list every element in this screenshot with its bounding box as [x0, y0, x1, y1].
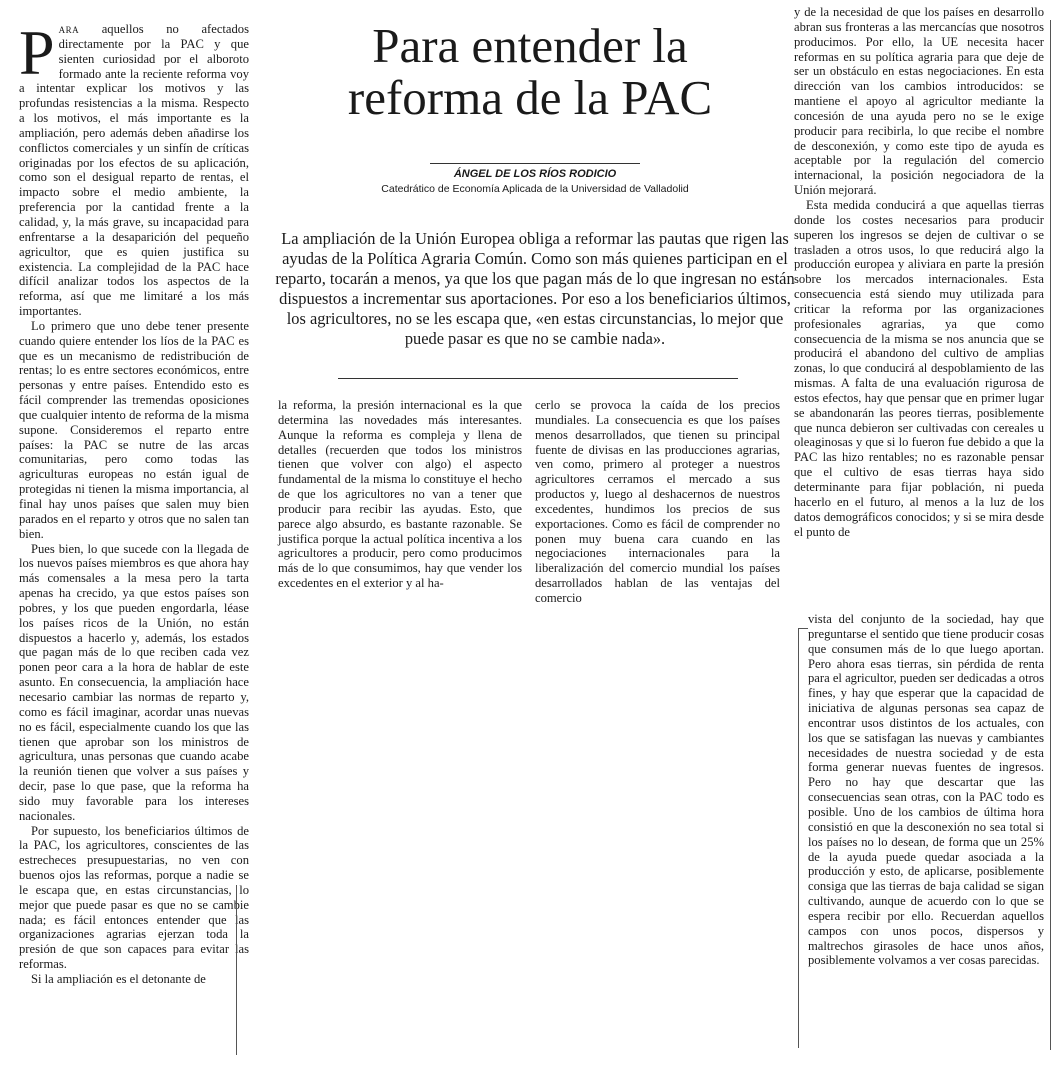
paragraph: cerlo se provoca la caída de los precios mundiales. La consecuencia es que los países menos desarrollados, que tienen su principal fuente de divisas en las producciones agrarias, ven como, primero al proteger a nuestros agricultores cerramos el mercado a sus productos y, luego al deshacernos de nuestros excedentes, hundimos los precios de sus exportaciones. Como es fácil de comprender no ponen muy buena cara cuando en las negociaciones internacionales para la liberalización del comercio mundial los países desarrollados hablan de las ventajas del comercio	[535, 398, 780, 605]
headline	[270, 20, 790, 124]
column-rule	[798, 628, 808, 629]
paragraph	[19, 17, 249, 319]
column-rule	[236, 885, 237, 1055]
article-column-1	[19, 17, 249, 987]
paragraph: Lo primero que uno debe tener presente cuando quiere entender los líos de la PAC es que es un mecanismo de redistribución de rentas; lo es entre sectores económicos, entre personas y entre países. Entendido esto es fácil comprender las tremendas oposiciones que cualquier intento de reforma de la misma supone. Consideremos el reparto entre países: la PAC se nutre de las arcas comunitarias, pero como todas las agriculturas europeas no están igual de protegidas ni tienen la misma importancia, al final hay unos países que salen muy bien parados en el reparto y otros que no salen tan bien.	[19, 318, 249, 541]
author-name: ÁNGEL DE LOS RÍOS RODICIO	[453, 168, 617, 180]
headline-line-1: Para entender la	[372, 18, 688, 73]
paragraph: vista del conjunto de la sociedad, hay que preguntarse el sentido que tiene producir cosas que consumen más de lo que luego aportan. Pero ahora esas tierras, sin pérdida de renta para el agricultor, pueden ser dedicadas a otros fines, y hay que esperar que la capacidad de iniciativa de algunas personas sea capaz de encontrar usos distintos de los actuales, con los que se satisfagan las nuevas y cambiantes necesidades de nuestra sociedad y de esta forma generar nuevas fuentes de ingresos. Pero no hay que descartar que las consecuencias sean otras, con la PAC todo es posible. Uno de los cambios de última hora consistió en que la desconexión no sea total si los países no lo desean, de forma que un 25% de la ayuda puede quedar asociada a la producción y esto, de aplicarse, posiblemente consiga que las tierras de baja calidad se sigan cultivando, aunque de acuerdo con lo que se espera recibir por ello. Recuerdan aquellos campos con unos pocos, dispersos y maltrechos girasoles de hace unos años, posiblemente volvamos a ver cosas parecidas.	[808, 612, 1044, 968]
lead-rule	[338, 378, 738, 379]
author-role: Catedrático de Economía Aplicada de la Universidad de Valladolid	[381, 183, 689, 195]
article-column-2	[278, 398, 522, 591]
paragraph: Si la ampliación es el detonante de	[31, 972, 206, 986]
article-column-4-upper	[794, 5, 1044, 539]
lead-paragraph: La ampliación de la Unión Europea obliga a reformar las pautas que rigen las ayudas de la Política Agraria Común. Como son más quienes participan en el reparto, tocarán a menos, ya que los que pagan más de lo que ingresan no están dispuestos a incrementar sus aportaciones. Por eso a los beneficiarios últimos, los agricultores, no se les escapa que, «en estas circunstancias, lo mejor que puede pasar es que no se cambie nada».	[275, 229, 795, 348]
drop-cap: P	[19, 17, 55, 88]
paragraph: Esta medida conducirá a que aquellas tierras donde los costes necesarios para producir superen los ingresos se dejen de cultivar o se trasladen a otros usos, lo que reducirá algo la producción europea y aliviara en parte la presión sobre los mercados internacionales. Esta consecuencia está siendo muy utilizada para criticar la reforma por las organizaciones profesionales agrarias, ya que como consecuencia de la misma se nos anuncia que se producirá el abandono del cultivo de amplias zonas, lo que conducirá al despoblamiento de las mismas. A falta de una evaluación rigurosa de estos efectos, hay que pensar que en primer lugar se abandonarán las peores tierras, posiblemente que nunca debieron ser cultivadas con cereales u oleaginosas y que si lo fueron fue debido a que la PAC las hizo rentables; no es razonable pensar que el cultivo de esas tierras haya sido determinante para fijar población, ni pueda hacerlo en el futuro, al menos a la luz de los datos demográficos conocidos; y si se mira desde el punto de	[794, 197, 1044, 539]
article-column-3	[535, 398, 780, 606]
byline-rule	[430, 163, 640, 164]
paragraph: la reforma, la presión internacional es la que determina las novedades más interesantes. Aunque la reforma es compleja y llena de detalles (recuerden que todos los ministros tienen que volver con algo) el aspecto fundamental de la misma lo constituye el hecho de que los agricultores no van a tener que producir para recibir las ayudas. Esto, que parece algo absurdo, es bastante razonable. Se justifica porque la actual política incentiva a los agricultores a producir, pero como producimos más de lo que consumimos, hay que vender los excedentes en el exterior y al ha-	[278, 398, 522, 591]
paragraph-text: aquellos no afectados directamente por la PAC y que sienten curiosidad por el alboroto formado ante la reciente reforma voy a intentar explicar los motivos y las profundas resistencias a la misma. Respecto a los motivos, el más importante es la ampliación, pero además deben añadirse los conflictos comerciales y un sinfín de críticas originadas por los efectos de su aplicación, como son el desigual reparto de rentas, el impacto sobre el medio ambiente, la preferencia por la cantidad frente a la calidad, y, la más grave, su incapacidad para enfrentarse a la desaparición del pequeño agricultor, que es quien justifica su existencia. La complejidad de la PAC hace difícil analizar todos los aspectos de la reforma, así que me limitaré a los más importantes.	[19, 22, 249, 319]
paragraph: Por supuesto, los beneficiarios últimos de la PAC, los agricultores, conscientes de las estrecheces presupuestarias, no ven con buenos ojos las reformas, porque a nadie se le escapa que, en estas circunstancias, lo mejor que puede pasar es que no se cambie nada; es fácil entonces entender que las organizaciones agrarias ejerzan toda la presión de que son capaces para evitar las reformas.	[19, 823, 249, 972]
paragraph: y de la necesidad de que los países en desarrollo abran sus fronteras a las mercancías que nosotros producimos. Por ello, la UE necesita hacer reformas en su política agraria para que deje de ser un obstáculo en estas negociaciones. En esta dirección van los cambios introducidos: se mantiene el apoyo al agricultor mediante la concesión de una ayuda pero no se le exige producir para recibirla, lo que recibe el nombre de desconexión, y como este tipo de ayuda es aceptable por la regulación del comercio internacional, la posición negociadora de la Unión mejorará.	[794, 5, 1044, 198]
column-rule	[798, 628, 799, 1048]
opening-small-caps: ara	[58, 22, 80, 36]
paragraph: Pues bien, lo que sucede con la llegada de los nuevos países miembros es que ahora hay más comensales a la mesa pero la tarta apenas ha crecido, ya que estos países son pobres, y los que pueden engordarla, léase los países ricos de la Unión, no están dispuestos a hacerlo y, además, los estados que pagan más de lo que reciben cada vez ponen peor cara a la hora de hablar de este asunto. En consecuencia, la ampliación hace necesario cambiar las normas de reparto y, como es fácil imaginar, acordar unas nuevas no es fácil, especialmente cuando los que las tienen que aprobar son los ministros de agricultura, unas personas que cuando acabe la reunión tienen que volver a sus países y decir, pase lo que pase, que la reforma ha sido muy favorable para los intereses nacionales.	[19, 541, 249, 823]
column-rule	[1050, 20, 1051, 1050]
headline-line-2: reforma de la PAC	[347, 70, 713, 125]
article-column-4-lower	[808, 612, 1044, 968]
